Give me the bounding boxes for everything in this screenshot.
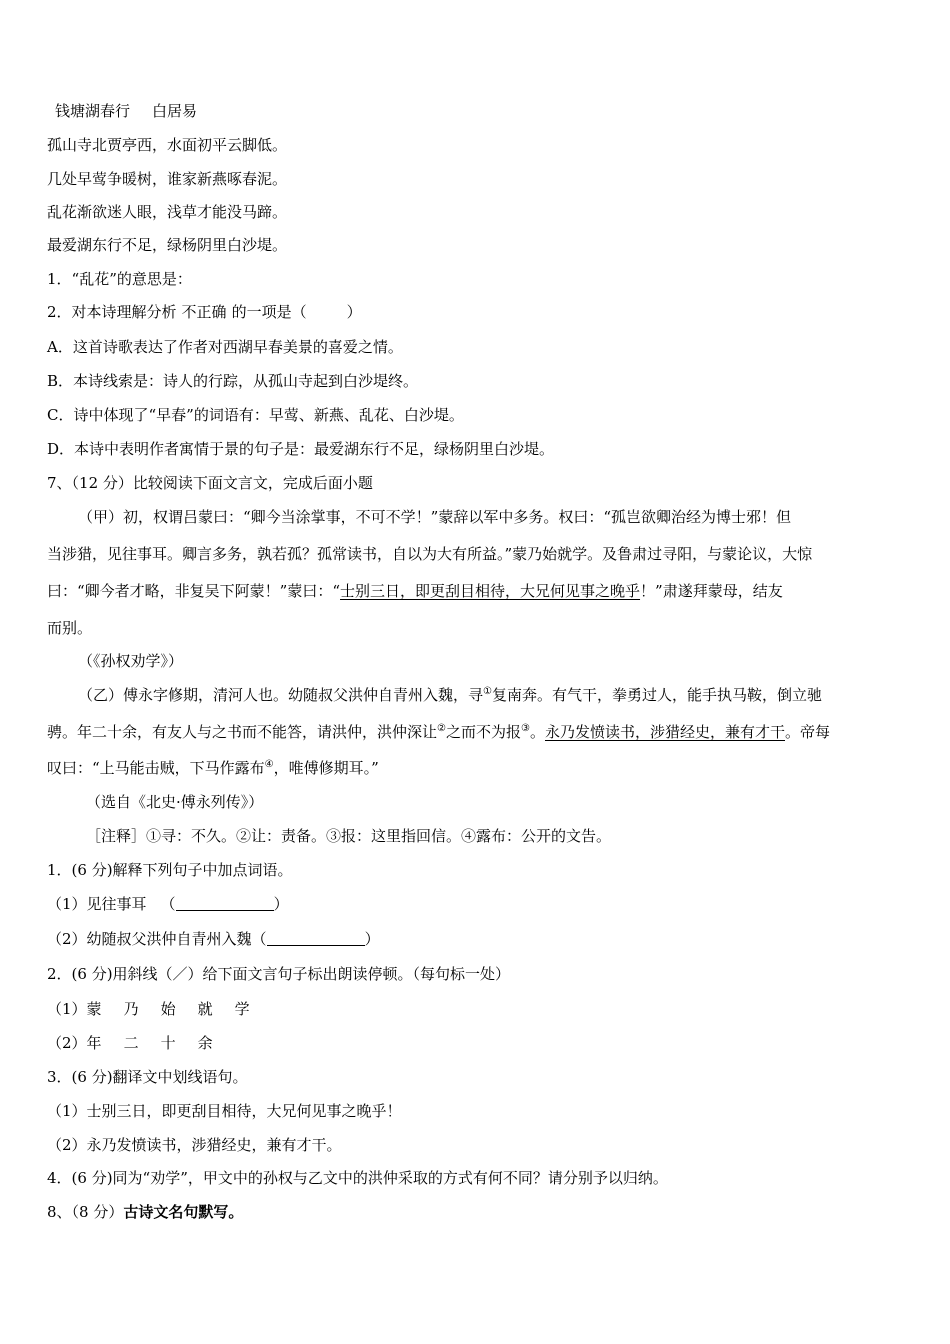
pause-char: 乃 (123, 1000, 139, 1018)
pause-char: 十 (160, 1034, 176, 1052)
q7-heading: 7、（12 分）比较阅读下面文言文，完成后面小题 (47, 474, 373, 492)
sub1-item-1 (47, 894, 289, 914)
poem-title-line (55, 101, 197, 121)
sub1-item-2-text: （2）幼随叔父洪仲自青州入魏 (47, 930, 252, 948)
q8-prefix: 8、（8 分） (47, 1203, 124, 1221)
sub2-item-1 (47, 999, 250, 1019)
q8-heading (47, 1202, 243, 1222)
jia-line-4: 而别。 (47, 619, 93, 637)
poem-title: 钱塘湖春行 (55, 102, 131, 120)
pause-char: 余 (197, 1034, 213, 1052)
option-d: D．本诗中表明作者寓情于景的句子是：最爱湖东行不足，绿杨阴里白沙堤。 (47, 440, 555, 458)
jia-line-3-b: ！”肃遂拜蒙母，结友 (640, 582, 783, 600)
yi-line-2-d: 。帝每 (785, 723, 831, 741)
sub1-item-2-open: （ (251, 930, 267, 948)
sub1-item-1-close: ） (273, 895, 289, 913)
pause-char: 年 (86, 1034, 102, 1052)
sub2-item-2-label: （2） (47, 1034, 87, 1052)
pause-char: 就 (197, 1000, 213, 1018)
sub3-item-1: （1）士别三日，即更刮目相待，大兄何见事之晚乎！ (47, 1102, 402, 1120)
q2-stem-c: ） (346, 303, 362, 321)
yi-line-3 (47, 758, 379, 778)
jia-underlined-sentence: 士别三日，即更刮目相待，大兄何见事之晚乎 (340, 582, 641, 600)
q8-title: 古诗文名句默写。 (123, 1203, 244, 1221)
note-mark-4: ④ (264, 759, 274, 770)
sub3-item-2: （2）永乃发愤读书，涉猎经史，兼有才干。 (47, 1136, 342, 1154)
sub1-item-2 (47, 929, 380, 949)
jia-line-3 (47, 581, 783, 601)
option-b: B．本诗线索是：诗人的行踪，从孤山寺起到白沙堤终。 (47, 372, 419, 390)
option-a: A．这首诗歌表达了作者对西湖早春美景的喜爱之情。 (47, 338, 403, 356)
sub4-stem: 4．(6 分)同为“劝学”，甲文中的孙权与乙文中的洪仲采取的方式有何不同？请分别予以归纳。 (47, 1169, 668, 1187)
poem-author: 白居易 (152, 102, 198, 120)
pause-char: 始 (160, 1000, 176, 1018)
yi-line-1-b: 复南奔。有气干，拳勇过人，能手执马鞍，倒立驰 (491, 686, 822, 704)
sub1-stem: 1．(6 分)解释下列句子中加点词语。 (47, 861, 293, 879)
jia-line-3-a: 曰：“卿今者才略，非复吴下阿蒙！”蒙曰：“ (47, 582, 341, 600)
jia-line-1: （甲）初，权谓吕蒙曰：“卿今当涂掌事，不可不学！”蒙辞以军中多务。权曰：“孤岂欲卿治经为博士邪！但 (78, 508, 792, 526)
sub2-stem: 2．(6 分)用斜线（／）给下面文言句子标出朗读停顿。（每句标一处） (47, 965, 511, 983)
yi-line-1-a: （乙）傅永字修期，清河人也。幼随叔父洪仲自青州入魏，寻 (78, 686, 484, 704)
yi-line-2 (47, 722, 830, 742)
jia-line-2: 当涉猎，见往事耳。卿言多务，孰若孤？孤常读书，自以为大有所益。”蒙乃始就学。及鲁肃过寻阳，与蒙论议，大惊 (47, 545, 813, 563)
pause-char: 二 (123, 1034, 139, 1052)
yi-line-3-b: ，唯傅修期耳。” (273, 759, 379, 777)
answer-blank-2[interactable] (267, 931, 365, 946)
sub1-item-1-text: （1）见往事耳 (47, 895, 147, 913)
sub2-item-1-label: （1） (47, 1000, 87, 1018)
option-c: C．诗中体现了“早春”的词语有：早莺、新燕、乱花、白沙堤。 (47, 406, 464, 424)
poem-line-3: 乱花渐欲迷人眼，浅草才能没马蹄。 (47, 203, 288, 221)
q2-stem-a: 2．对本诗理解分析 (47, 303, 177, 321)
sub3-stem: 3．(6 分)翻译文中划线语句。 (47, 1068, 248, 1086)
jia-source: （《孙权劝学》） (78, 652, 184, 670)
q2-stem-emph: 不正确 (181, 303, 227, 321)
q2-stem-b: 的一项是（ (231, 303, 307, 321)
sub2-item-2 (47, 1033, 213, 1053)
yi-underlined-sentence: 永乃发愤读书，涉猎经史，兼有才干 (544, 723, 785, 741)
yi-line-2-b: 之而不为报 (445, 723, 521, 741)
sub1-item-2-close: ） (364, 930, 380, 948)
annotation-note: ［注释］①寻：不久。②让：责备。③报：这里指回信。④露布：公开的文告。 (86, 827, 612, 845)
poem-line-2: 几处早莺争暖树，谁家新燕啄春泥。 (47, 170, 288, 188)
poem-line-1: 孤山寺北贾亭西，水面初平云脚低。 (47, 136, 288, 154)
poem-question-2 (47, 302, 362, 322)
note-mark-3: ③ (521, 723, 530, 734)
poem-line-4: 最爱湖东行不足，绿杨阴里白沙堤。 (47, 236, 288, 254)
yi-line-2-c: 。 (529, 723, 545, 741)
pause-char: 学 (234, 1000, 250, 1018)
poem-question-1: 1．“乱花”的意思是： (47, 270, 192, 288)
yi-line-1 (78, 685, 822, 705)
sub1-item-1-open: （ (160, 895, 176, 913)
note-mark-1: ① (483, 686, 492, 697)
yi-source: （选自《北史·傅永列传》） (86, 793, 264, 811)
note-mark-2: ② (437, 723, 446, 734)
yi-line-3-a: 叹曰：“上马能击贼，下马作露布 (47, 759, 265, 777)
yi-line-2-a: 骋。年二十余，有友人与之书而不能答，请洪仲，洪仲深让 (47, 723, 438, 741)
pause-char: 蒙 (86, 1000, 102, 1018)
answer-blank-1[interactable] (176, 896, 274, 911)
